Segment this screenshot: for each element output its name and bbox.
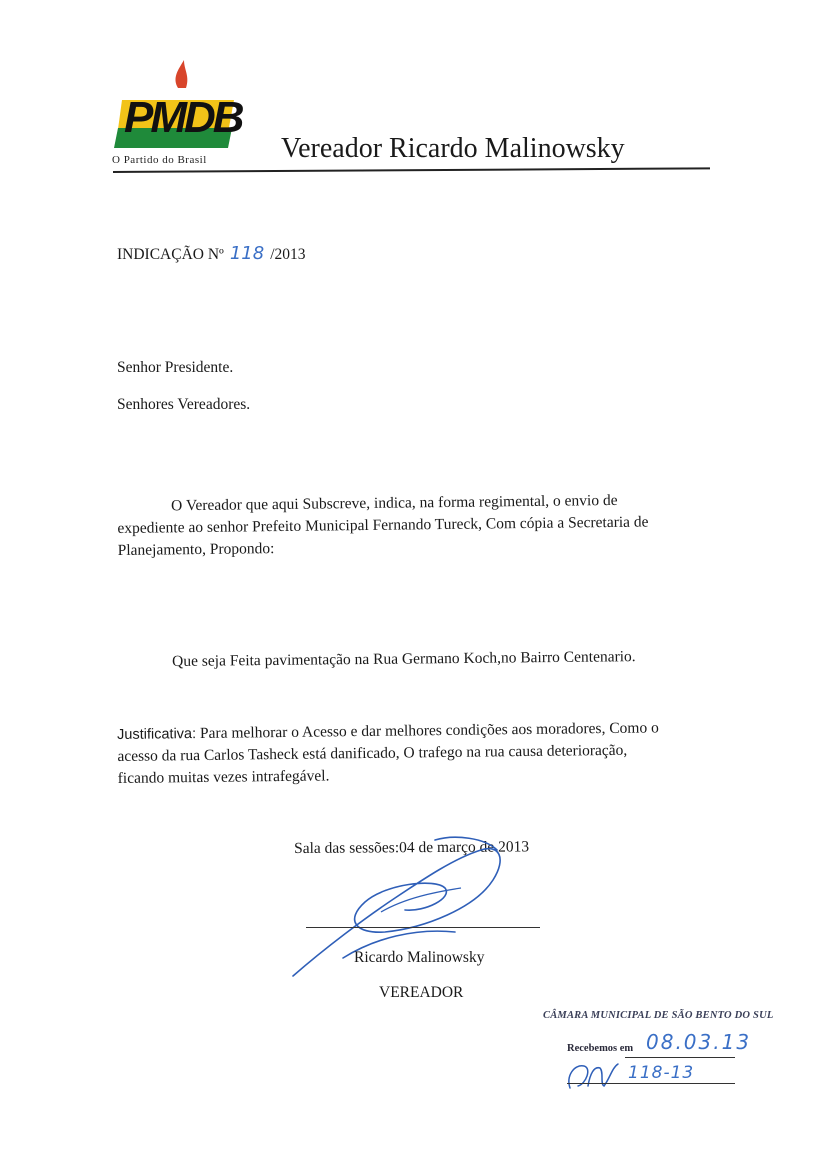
paragraph-line: Planejamento, Propondo: [117, 540, 275, 559]
justification-label: Justificativa: [117, 726, 197, 743]
indicacao-line [117, 243, 306, 266]
indicacao-prefix: INDICAÇÃO Nº [117, 246, 224, 263]
indicacao-suffix: /2013 [270, 246, 306, 263]
stamp-protocol-number: 118-13 [628, 1063, 695, 1083]
request-text: Que seja Feita pavimentação na Rua Germano Koch,no Bairro Centenario. [172, 648, 636, 670]
signer-name: Ricardo Malinowsky [354, 949, 485, 966]
stamp-received-label: Recebemos em [567, 1043, 634, 1054]
justification-line: acesso da rua Carlos Tasheck está danificado, O trafego na rua causa deterioração, [117, 741, 628, 765]
page-title: Vereador Ricardo Malinowsky [281, 133, 625, 164]
justification-text: Para melhorar o Acesso e dar melhores condições aos moradores, Como o [196, 719, 659, 743]
signature-line [306, 927, 540, 928]
justification [117, 717, 708, 790]
stamp-initials [564, 1058, 624, 1092]
pmdb-logo-icon [108, 58, 248, 153]
header-divider [113, 167, 710, 173]
place-date: Sala das sessões:04 de março de 2013 [294, 838, 530, 857]
greeting-councilors: Senhores Vereadores. [117, 396, 251, 413]
stamp-number-line [567, 1083, 735, 1084]
party-logo [108, 58, 248, 168]
justification-line: ficando muitas vezes intrafegável. [117, 767, 330, 787]
logo-caption: O Partido do Brasil [112, 154, 207, 166]
body-paragraph [117, 489, 708, 562]
greeting-president: Senhor Presidente. [117, 359, 234, 376]
paragraph-line: O Vereador que aqui Subscreve, indica, na forma regimental, o envio de [171, 491, 618, 515]
stamp-title: CÂMARA MUNICIPAL DE SÃO BENTO DO SUL [543, 1010, 774, 1021]
indicacao-number: 118 [229, 243, 265, 264]
stamp-date-line [625, 1057, 735, 1058]
stamp-received-date: 08.03.13 [646, 1030, 752, 1054]
signer-role: VEREADOR [379, 984, 464, 1001]
paragraph-line: expediente ao senhor Prefeito Municipal Fernando Tureck, Com cópia a Secretaria de [117, 513, 649, 537]
logo-text: PMDB [124, 93, 242, 142]
